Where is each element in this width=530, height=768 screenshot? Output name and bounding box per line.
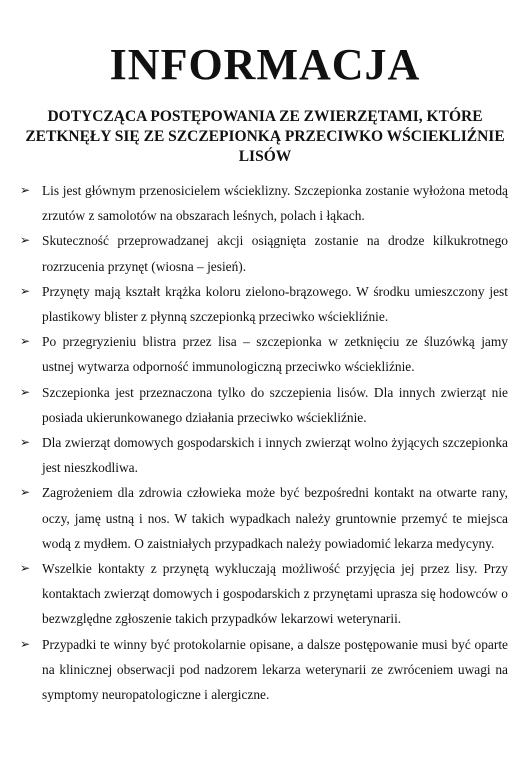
list-item: [0, 480, 530, 556]
list-item-text: Skuteczność przeprowadzanej akcji osiągnięta zostanie na drodze kilkukrotnego rozrzucenia przynęt (wiosna – jesień).: [42, 233, 508, 274]
list-item-text: Wszelkie kontakty z przynętą wykluczają możliwość przyjęcia jej przez lisy. Przy kontaktach zwierząt domowych i gospodarskich z przynętami uprasza się hodowców o bezwzględne zgłoszenie takich przypadków lekarzowi weterynarii.: [42, 561, 508, 627]
arrow-bullet-icon: ➢: [20, 183, 31, 197]
list-item-text: Lis jest głównym przenosicielem wścieklizny. Szczepionka zostanie wyłożona metodą zrzutów z samolotów na obszarach leśnych, polach i łąkach.: [42, 183, 508, 224]
list-item: [0, 380, 530, 430]
arrow-bullet-icon: ➢: [20, 384, 31, 399]
list-item: [0, 178, 530, 228]
list-item: [0, 329, 530, 379]
list-item: [0, 279, 530, 329]
document-title: INFORMACJA: [109, 40, 421, 89]
arrow-bullet-icon: ➢: [20, 435, 31, 450]
list-item: [0, 430, 530, 480]
list-item-text: Przypadki te winny być protokolarnie opisane, a dalsze postępowanie musi być oparte na klinicznej obserwacji pod nadzorem lekarza weterynarii ze zwróceniem uwagi na symptomy neuropatologiczne i alergiczne.: [42, 636, 508, 703]
info-list: [0, 178, 530, 707]
arrow-bullet-icon: ➢: [20, 485, 31, 500]
arrow-bullet-icon: ➢: [20, 561, 31, 576]
list-item: [0, 556, 530, 632]
arrow-bullet-icon: ➢: [20, 334, 31, 349]
list-item-text: Szczepionka jest przeznaczona tylko do szczepienia lisów. Dla innych zwierząt nie posiada ukierunkowanego działania przeciwko wściekliźnie.: [42, 384, 508, 425]
arrow-bullet-icon: ➢: [20, 233, 31, 248]
arrow-bullet-icon: ➢: [20, 283, 31, 298]
list-item-text: Przynęty mają kształt krążka koloru zielono-brązowego. W środku umieszczony jest plastikowy blister z płynną szczepionką przeciwko wściekliźnie.: [42, 283, 508, 325]
arrow-bullet-icon: ➢: [20, 636, 31, 651]
list-item: [0, 632, 530, 708]
list-item: [0, 228, 530, 278]
list-item-text: Dla zwierząt domowych gospodarskich i innych zwierząt wolno żyjących szczepionka jest nieszkodliwa.: [42, 435, 508, 476]
list-item-text: Zagrożeniem dla zdrowia człowieka może być bezpośredni kontakt na otwarte rany, oczy, jamę ustną i nos. W takich wypadkach należy gruntownie przemyć te miejsca wodą z mydłem. O zaistniałych przypadkach należy powiadomić lekarza medycyny.: [42, 485, 508, 551]
document-subtitle: DOTYCZĄCA POSTĘPOWANIA ZE ZWIERZĘTAMI, KTÓRE ZETKNĘŁY SIĘ ZE SZCZEPIONKĄ PRZECIWKO WŚCIEKLIŹNIE LISÓW: [25, 108, 505, 165]
list-item-text: Po przegryzieniu blistra przez lisa – szczepionka w zetknięciu ze śluzówką jamy ustnej wytwarza odporność immunologiczną przeciwko wściekliźnie.: [42, 334, 508, 375]
